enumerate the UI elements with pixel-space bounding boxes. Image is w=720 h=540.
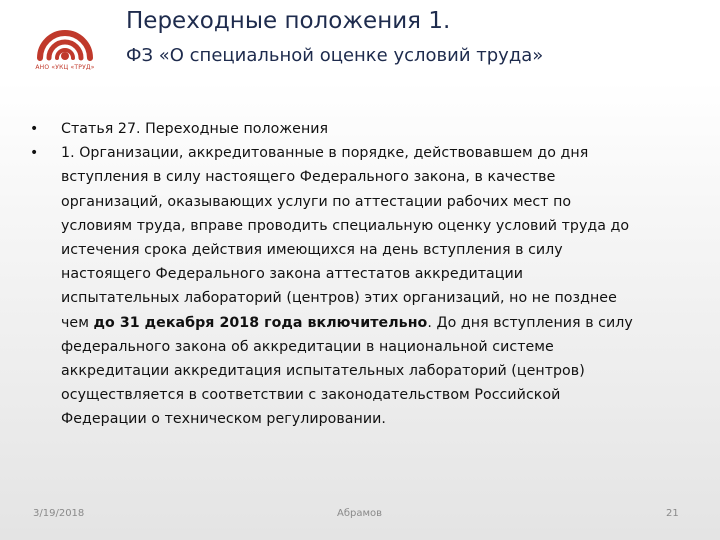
paragraph-line: осуществляется в соответствии с законодательством Российской	[61, 387, 561, 404]
paragraph-line: условиям труда, вправе проводить специальную оценку условий труда до	[61, 217, 630, 234]
paragraph-line: настоящего Федерального закона аттестатов аккредитации	[61, 266, 524, 283]
slide-title: Переходные положения 1.	[126, 8, 451, 34]
bullet-marker: •	[30, 145, 39, 162]
list-item	[30, 141, 702, 431]
page-number: 21	[666, 508, 679, 519]
paragraph-line: вступления в силу настоящего Федерального закона, в качестве	[61, 169, 556, 186]
slide-subtitle: ФЗ «О специальной оценке условий труда»	[126, 45, 544, 66]
bullet-list	[30, 117, 702, 432]
text-run: . До дня вступления в силу	[427, 314, 633, 331]
deadline-emphasis: до 31 декабря 2018 года включительно	[93, 314, 428, 331]
list-item	[30, 117, 702, 141]
paragraph-line: испытательных лабораторий (центров) этих организаций, но не позднее	[61, 290, 617, 307]
bullet-marker: •	[30, 121, 39, 137]
paragraph-line: федерального закона об аккредитации в национальной системе	[61, 338, 554, 355]
logo-caption: АНО «УКЦ «ТРУД»	[35, 64, 95, 71]
logo	[30, 12, 100, 74]
paragraph-line: аккредитации аккредитация испытательных лабораторий (центров)	[61, 363, 585, 380]
paragraph-line: Федерации о техническом регулировании.	[61, 411, 386, 428]
paragraph-line: 1. Организации, аккредитованные в порядке, действовавшем до дня	[61, 145, 589, 162]
paragraph-line	[61, 311, 702, 335]
article-heading: Статья 27. Переходные положения	[61, 121, 329, 137]
footer-date: 3/19/2018	[33, 508, 85, 519]
paragraph-line: истечения срока действия имеющихся на день вступления в силу	[61, 242, 563, 259]
footer-author: Абрамов	[337, 508, 383, 519]
paragraph-line: организаций, оказывающих услуги по аттестации рабочих мест по	[61, 193, 572, 210]
broadcast-antenna-icon	[30, 12, 100, 64]
text-run: чем	[61, 314, 94, 331]
